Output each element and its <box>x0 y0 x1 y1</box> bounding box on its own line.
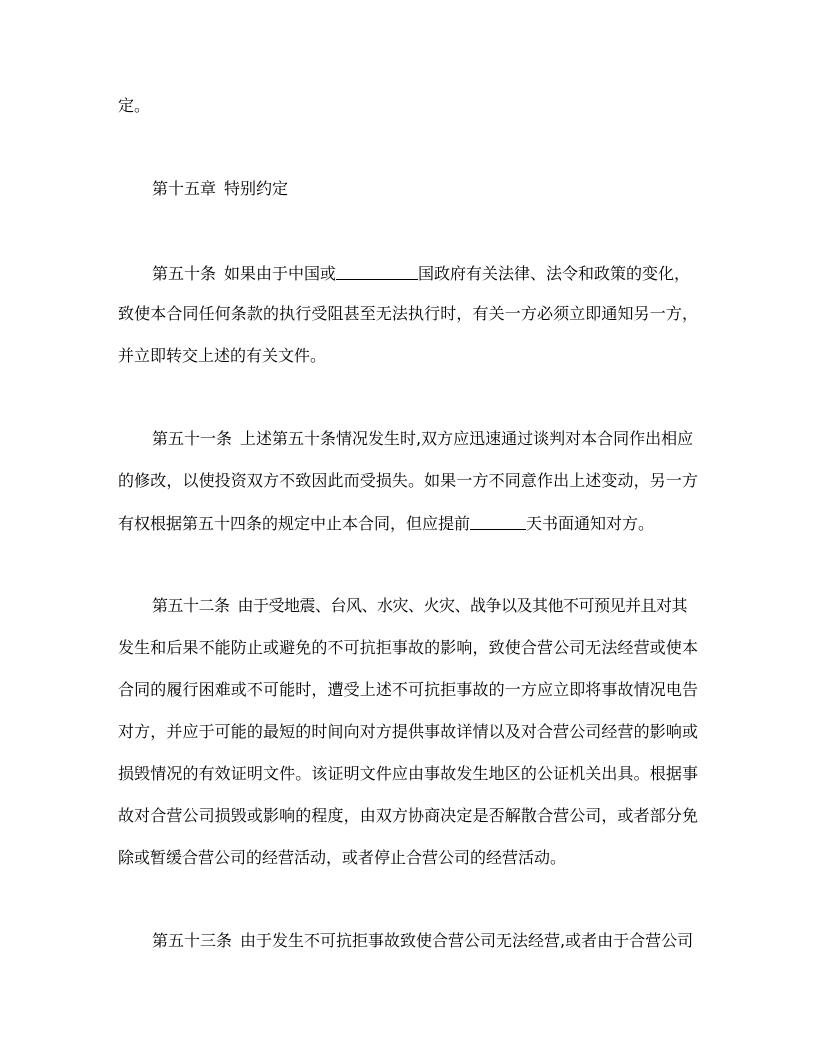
article-52-line-2 <box>118 637 698 659</box>
article-53-line-1 <box>152 930 698 952</box>
article-52-line-3 <box>118 679 698 701</box>
text: 发生和后果不能防止或避免的不可抗拒事故的影响，致使合营公司无法经营或使本 <box>118 638 698 657</box>
article-51-line-2 <box>118 470 698 492</box>
text: 定。 <box>118 96 151 115</box>
text: 由于受地震、台风、水灾、火灾、战争以及其他不可预见并且对其 <box>237 596 688 615</box>
article-52-line-5 <box>118 763 698 785</box>
text: 对方，并应于可能的最短的时间向对方提供事故详情以及对合营公司经营的影响或 <box>118 722 698 741</box>
text: 致使本合同任何条款的执行受阻甚至无法执行时，有关一方必须立即通知另一方， <box>118 304 698 323</box>
article-number: 第五十三条 <box>152 931 233 950</box>
text: 损毁情况的有效证明文件。该证明文件应由事故发生地区的公证机关出具。根据事 <box>118 764 698 783</box>
article-51-line-3 <box>118 512 698 534</box>
text: 上述第五十条情况发生时,双方应迅速通过谈判对本合同作出相应 <box>240 429 694 448</box>
article-52-line-7 <box>118 847 698 869</box>
article-50-line-1 <box>152 262 698 284</box>
text: 如果由于中国或 <box>224 264 337 283</box>
article-52-line-6 <box>118 805 698 827</box>
text: 天书面通知对方。 <box>526 514 655 533</box>
article-50-line-2 <box>118 303 698 325</box>
article-number: 第五十条 <box>152 264 217 283</box>
article-51-line-1 <box>152 428 698 450</box>
article-52-line-1 <box>152 595 698 617</box>
text: 有权根据第五十四条的规定中止本合同，但应提前 <box>118 514 471 533</box>
text: 故对合营公司损毁或影响的程度，由双方协商决定是否解散合营公司，或者部分免 <box>118 806 698 825</box>
article-50-line-3 <box>118 345 698 367</box>
text: 并立即转交上述的有关文件。 <box>118 346 327 365</box>
text: 除或暂缓合营公司的经营活动，或者停止合营公司的经营活动。 <box>118 848 567 867</box>
article-number: 第五十二条 <box>152 596 230 615</box>
chapter-heading <box>152 178 698 200</box>
text: 的修改，以使投资双方不致因此而受损失。如果一方不同意作出上述变动，另一方 <box>118 471 698 490</box>
text: 合同的履行困难或不可能时，遭受上述不可抗拒事故的一方应立即将事故情况电告 <box>118 680 698 699</box>
chapter-title: 特别约定 <box>224 179 289 198</box>
text: 国政府有关法律、法令和政策的变化， <box>418 264 691 283</box>
paragraph-tail-line <box>118 95 698 117</box>
fill-in-blank[interactable] <box>470 513 526 530</box>
article-number: 第五十一条 <box>152 429 233 448</box>
article-52-line-4 <box>118 721 698 743</box>
text: 由于发生不可抗拒事故致使合营公司无法经营,或者由于合营公司 <box>240 931 694 950</box>
chapter-number: 第十五章 <box>152 179 217 198</box>
fill-in-blank[interactable] <box>336 263 418 280</box>
